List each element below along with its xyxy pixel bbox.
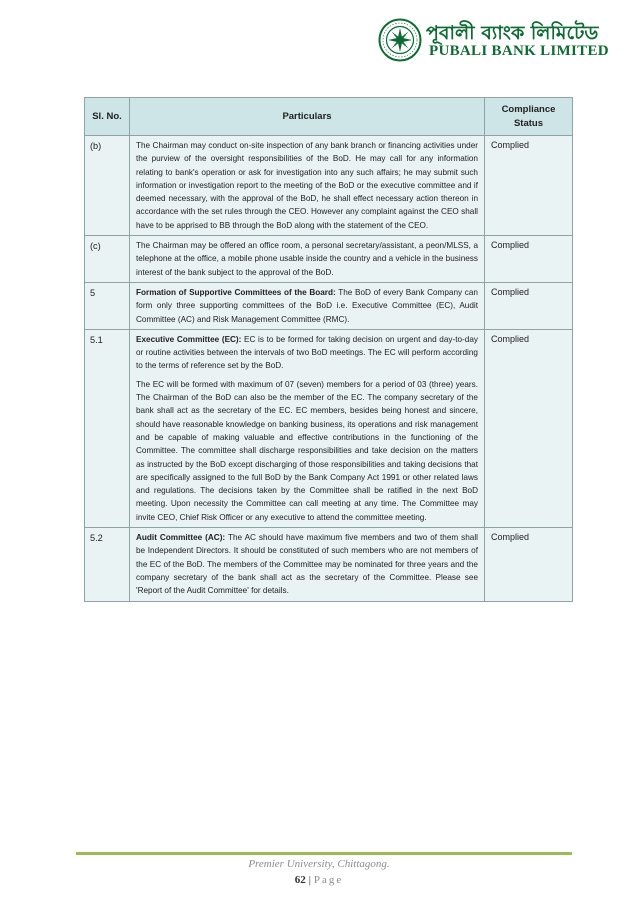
- row-particulars: [130, 282, 485, 329]
- page-number: 62: [294, 874, 306, 886]
- table-header-row: [85, 98, 573, 136]
- row-sl-no: 5.1: [85, 329, 130, 527]
- paragraph-text: The EC will be formed with maximum of 07 (seven) members for a period of 03 (three) years. The Chairman of the BoD can also be the member of the EC. The company secretary of the bank shall act as the secretary of the EC. EC members, besides being honest and sincere, should have reasonable knowledge on banking business, its operations and risk management and be capable of making valuable and effective contributions in the functioning of the Committee. The committee shall discharge responsibilities and take decision on the matters as instructed by the BoD except discharging of those responsibilities and taking decisions that are specifically assigned to the full BoD by the Bank Company Act 1991 or other related laws and regulations. The decisions taken by the Committee shall be ratified in the next BoD meeting. Upon necessity the Committee can call meeting at any time. The Committee may invite CEO, Chief Risk Officer or any executive to attend the committee meeting.: [136, 379, 478, 522]
- particulars-paragraph: [136, 333, 478, 373]
- particulars-paragraph: [136, 531, 478, 597]
- particulars-paragraph: [136, 378, 478, 524]
- footer-divider: [76, 852, 572, 855]
- particulars-paragraph: [136, 286, 478, 326]
- footer-institution: Premier University, Chittagong.: [248, 858, 390, 870]
- table-row: [85, 236, 573, 283]
- paragraph-text: The BoD of every Bank Company can form only three supporting committees of the BoD i.e. Executive Committee (EC), Audit Committee (AC) and Risk Management Committee (RMC).: [136, 287, 478, 324]
- bank-seal-icon: [378, 18, 422, 62]
- particulars-paragraph: [136, 239, 478, 279]
- paragraph-heading: Audit Committee (AC):: [136, 533, 226, 543]
- table-row: [85, 329, 573, 527]
- header-compliance-status: Compliance Status: [485, 98, 573, 136]
- row-sl-no: (c): [85, 236, 130, 283]
- paragraph-heading: Formation of Supportive Committees of the Board:: [136, 287, 336, 297]
- paragraph-text: The AC should have maximum five members and two of them shall be Independent Directors. It should be constituted of such members who are not members of the EC of the BoD. The members of the Committee may be nominated for three years and the company secretary of the bank shall act as the secretary of the Committee. Please see 'Report of the Audit Committee' for details.: [136, 533, 478, 596]
- row-sl-no: (b): [85, 136, 130, 236]
- header-sl-no: Sl. No.: [85, 98, 130, 136]
- bank-logo: [378, 18, 608, 64]
- row-status: Complied: [485, 528, 573, 601]
- row-status: Complied: [485, 329, 573, 527]
- table-row: [85, 528, 573, 601]
- row-particulars: [130, 136, 485, 236]
- bank-name-bangla: পূবালী ব্যাংক লিমিটেড: [426, 22, 599, 44]
- row-status: Complied: [485, 282, 573, 329]
- bank-name-english: PUBALI BANK LIMITED: [429, 43, 609, 59]
- row-status: Complied: [485, 236, 573, 283]
- paragraph-heading: Executive Committee (EC):: [136, 334, 242, 344]
- table-row: [85, 282, 573, 329]
- particulars-paragraph: [136, 139, 478, 232]
- page-separator: |: [308, 874, 311, 886]
- row-particulars: [130, 528, 485, 601]
- compliance-table: [84, 97, 573, 602]
- paragraph-text: EC is to be formed for taking decision on urgent and day-to-day or routine activities between the intervals of two BoD meetings. The EC will perform according to the terms of reference set by the BoD.: [136, 334, 478, 371]
- row-particulars: [130, 236, 485, 283]
- table-row: [85, 136, 573, 236]
- row-particulars: [130, 329, 485, 527]
- page-label: Page: [313, 874, 344, 886]
- paragraph-text: The Chairman may be offered an office room, a personal secretary/assistant, a peon/MLSS, a telephone at the office, a mobile phone usable inside the country and a vehicle in the business interest of the bank subject to the approval of the BoD.: [136, 241, 478, 277]
- paragraph-text: The Chairman may conduct on-site inspection of any bank branch or financing activities under the purview of the oversight responsibilities of the BoD. He may call for any information relating to bank's operation or ask for investigation into any such affairs; he may submit such information or investigation report to the meeting of the BoD or the executive committee and if deemed necessary, with the approval of the BoD, he shall effect necessary action thereon in accordance with the set rules through the CEO. However any complaint against the CEO shall have to be apprised to BB through the BoD along with the statement of the CEO.: [136, 141, 478, 230]
- row-status: Complied: [485, 136, 573, 236]
- header-particulars: Particulars: [130, 98, 485, 136]
- row-sl-no: 5: [85, 282, 130, 329]
- footer-page-number: [0, 874, 638, 886]
- row-sl-no: 5.2: [85, 528, 130, 601]
